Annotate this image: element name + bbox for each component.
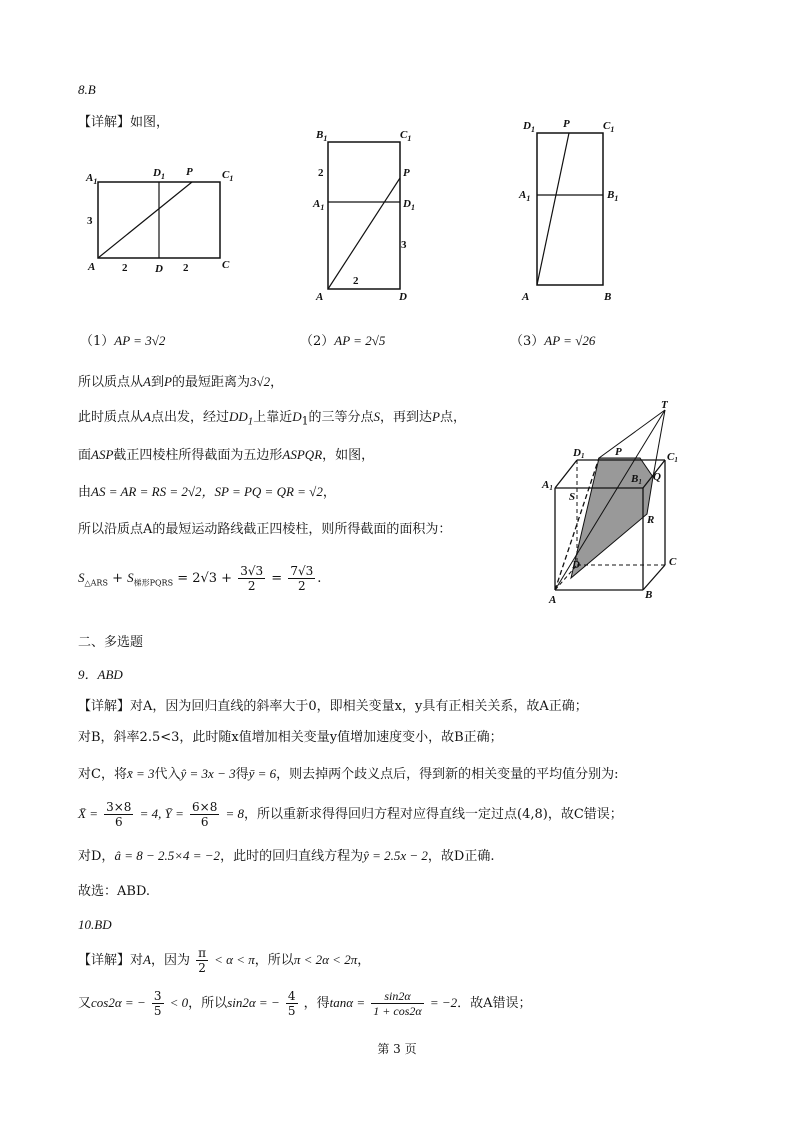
q9-line-3: 对C，将x̄ = 3代入ŷ = 3x − 3得ȳ = 6，则去掉两个歧义点后，得到新的相关变量的平均值分别为:	[78, 766, 619, 782]
q10-line-2: 又cos2α = − $\frac{3}{5}$ < 0，所以sin2α = − $\frac{4}{5}$ ，得tanα = $\frac{\sin 2\alpha}{1 + \cos 2\alpha}$ = −2．故A错误；	[78, 989, 532, 1018]
q8-line-5: 所以沿质点A的最短运动路线截正四棱柱，则所得截面的面积为：	[78, 522, 452, 537]
label-D: D	[572, 559, 580, 571]
label-D1: $D_1$	[153, 167, 165, 181]
label-B1: $B_1$	[316, 129, 328, 143]
label-Q: Q	[653, 471, 661, 483]
label-A1: $A_1$	[313, 198, 325, 212]
caption-1: （1）AP = 3√2	[80, 333, 166, 349]
q8-line-1: 所以质点从A到P的最短距离为3√2，	[78, 374, 284, 390]
q8-detail-label: 【详解】如图，	[78, 115, 170, 130]
q8-line-2: 此时质点从A点出发，经过$DD_1$上靠近$D_1$的三等分点S，再到达P点，	[78, 409, 466, 428]
label-P: P	[186, 166, 193, 178]
label-P: P	[615, 446, 622, 458]
label-P: P	[403, 167, 410, 179]
label-C: C	[222, 259, 230, 271]
q10-line-1: 【详解】对A，因为 $\frac{\pi}{2}$ < α < π，所以π < 2α < 2π，	[78, 946, 371, 975]
q9-line-6: 故选：ABD.	[78, 884, 151, 899]
label-T: T	[661, 400, 668, 411]
caption-3: （3）AP = √26	[510, 333, 596, 349]
net-figure-2	[310, 122, 430, 307]
label-D: D	[155, 263, 163, 275]
caption-2: （2）AP = 2√5	[300, 333, 386, 349]
label-base-2: 2	[353, 275, 359, 287]
label-side-2: 2	[318, 167, 324, 179]
label-C1: $C_1$	[400, 129, 412, 143]
label-A: A	[549, 594, 557, 605]
q9-line-4: X̄ = $\frac{3\times 8}{6}$ = 4, Ȳ = $\frac{6\times 8}{6}$ = 8，所以重新求得得回归方程对应得直线一定过点(4,8)，故C错误；	[78, 800, 623, 829]
label-C1: $C_1$	[222, 169, 234, 183]
label-A1: $A_1$	[86, 172, 98, 186]
q10-heading: 10.BD	[78, 917, 112, 932]
label-A: A	[88, 261, 96, 273]
label-side-3: 3	[401, 239, 407, 251]
label-seg-2a: 2	[122, 262, 128, 274]
q9-line-2: 对B，斜率2.5<3，此时随x值增加相关变量y值增加速度变小，故B正确；	[78, 730, 503, 745]
label-side-3: 3	[87, 215, 93, 227]
label-S: S	[569, 491, 576, 503]
label-R: R	[647, 514, 655, 526]
label-D1: D1	[573, 447, 585, 460]
label-P: P	[563, 118, 570, 130]
q9-heading: 9．ABD	[78, 667, 123, 682]
q8-line-6: $S_{\triangle ARS} + S_{梯形PQRS} = 2√3$ + $\frac{3√3}{2}$ = $\frac{7√3}{2}$ .	[78, 564, 322, 593]
label-C: C	[669, 556, 677, 568]
label-A1: $A_1$	[519, 189, 531, 203]
label-seg-2b: 2	[183, 262, 189, 274]
q9-line-1: 【详解】对A，因为回归直线的斜率大于0，即相关变量x，y具有正相关关系，故A正确；	[78, 699, 588, 714]
label-B: B	[604, 291, 612, 303]
q9-line-5: 对D，â = 8 − 2.5×4 = −2，此时的回归直线方程为ŷ = 2.5x − 2，故D正确.	[78, 848, 495, 864]
prism-section-figure	[535, 400, 695, 605]
label-B1: $B_1$	[607, 189, 619, 203]
net-figure-3	[515, 113, 635, 308]
label-B1: B1	[631, 473, 642, 486]
label-D: D	[399, 291, 407, 303]
label-C1: $C_1$	[603, 120, 615, 134]
page-number: 第 3 页	[377, 1042, 417, 1056]
net-figure-1	[80, 160, 250, 280]
label-D1: $D_1$	[523, 120, 535, 134]
label-A: A	[522, 291, 530, 303]
label-C1: C1	[667, 451, 678, 464]
section-multi-choice-title: 二、多选题	[78, 635, 144, 650]
q8-line-4: 由AS = AR = RS = 2√2，SP = PQ = QR = √2，	[78, 484, 336, 500]
label-A1: A1	[542, 479, 553, 492]
label-A: A	[316, 291, 324, 303]
q8-line-3: 面ASP截正四棱柱所得截面为五边形ASPQR，如图，	[78, 447, 375, 463]
label-D1: $D_1$	[403, 198, 415, 212]
label-B: B	[645, 589, 653, 601]
q8-heading: 8.B	[78, 82, 96, 97]
